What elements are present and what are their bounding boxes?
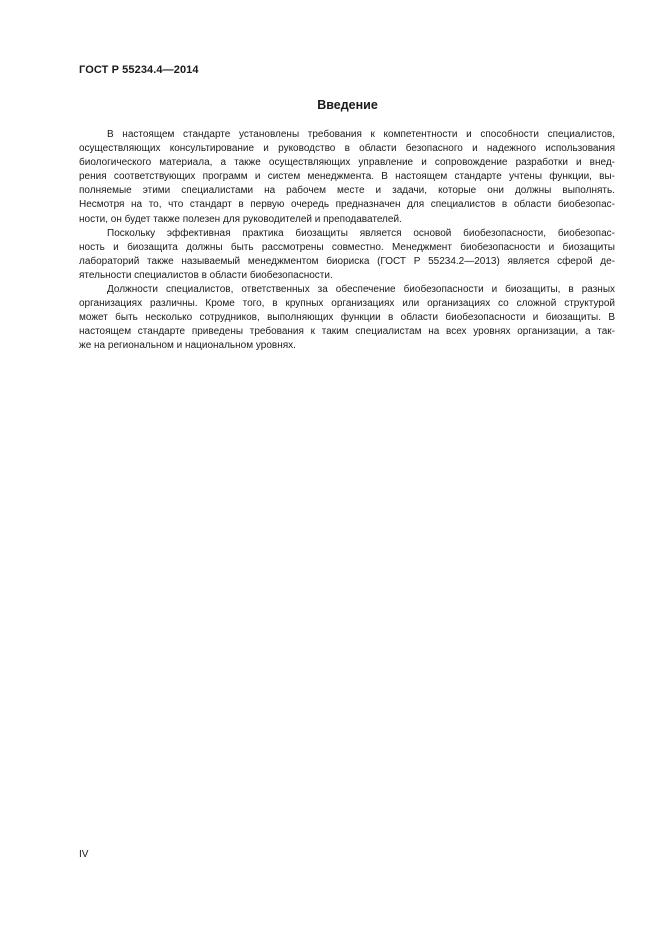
text-line: лабораторий также называемый менеджментом биориска (ГОСТ Р 55234.2—2013) является сферой де- xyxy=(79,255,615,267)
text-line: ность и биозащита должны быть рассмотрены совместно. Менеджмент биобезопасности и биозащиты xyxy=(79,241,615,253)
text-line: полняемые этими специалистами на рабочем месте и задачи, которые они должны выполнять. xyxy=(79,185,615,197)
text-line: может быть несколько сотрудников, выполняющих функции в области биобезопасности и биозащиты. В xyxy=(79,312,615,324)
text-line: настоящем стандарте приведены требования к таким специалистам на всех уровнях организации, а так- xyxy=(79,326,615,338)
document-code: ГОСТ Р 55234.4—2014 xyxy=(79,64,199,76)
paragraph-2 xyxy=(79,227,615,283)
paragraph-1 xyxy=(79,128,615,227)
text-line: Несмотря на то, что стандарт в первую очередь предназначен для специалистов в области биобезопас- xyxy=(79,199,615,211)
text-line: ятельности специалистов в области биобезопасности. xyxy=(79,269,333,281)
text-line: организациях различны. Кроме того, в крупных организациях или организациях со сложной структурой xyxy=(79,298,615,310)
text-line: осуществляющих консультирование и руководство в области безопасного и надежного использования xyxy=(79,143,615,155)
section-title-text: Введение xyxy=(317,98,378,112)
body-text xyxy=(79,128,615,354)
text-line: Должности специалистов, ответственных за обеспечение биобезопасности и биозащиты, в разных xyxy=(107,284,615,296)
text-line: Поскольку эффективная практика биозащиты является основой биобезопасности, биобезопас- xyxy=(107,227,615,239)
text-line: же на региональном и национальном уровнях. xyxy=(79,340,296,352)
text-line: рения соответствующих программ и систем менеджмента. В настоящем стандарте учтены функции, вы- xyxy=(79,171,615,183)
text-line: ности, он будет также полезен для руководителей и преподавателей. xyxy=(79,213,402,225)
text-line: биологического материала, а также осуществляющих управление и сопровождение разработки и внед- xyxy=(79,157,615,169)
section-title xyxy=(0,98,661,112)
page-number: IV xyxy=(79,849,89,860)
text-line: В настоящем стандарте установлены требования к компетентности и способности специалистов, xyxy=(107,129,615,140)
paragraph-3 xyxy=(79,283,615,353)
